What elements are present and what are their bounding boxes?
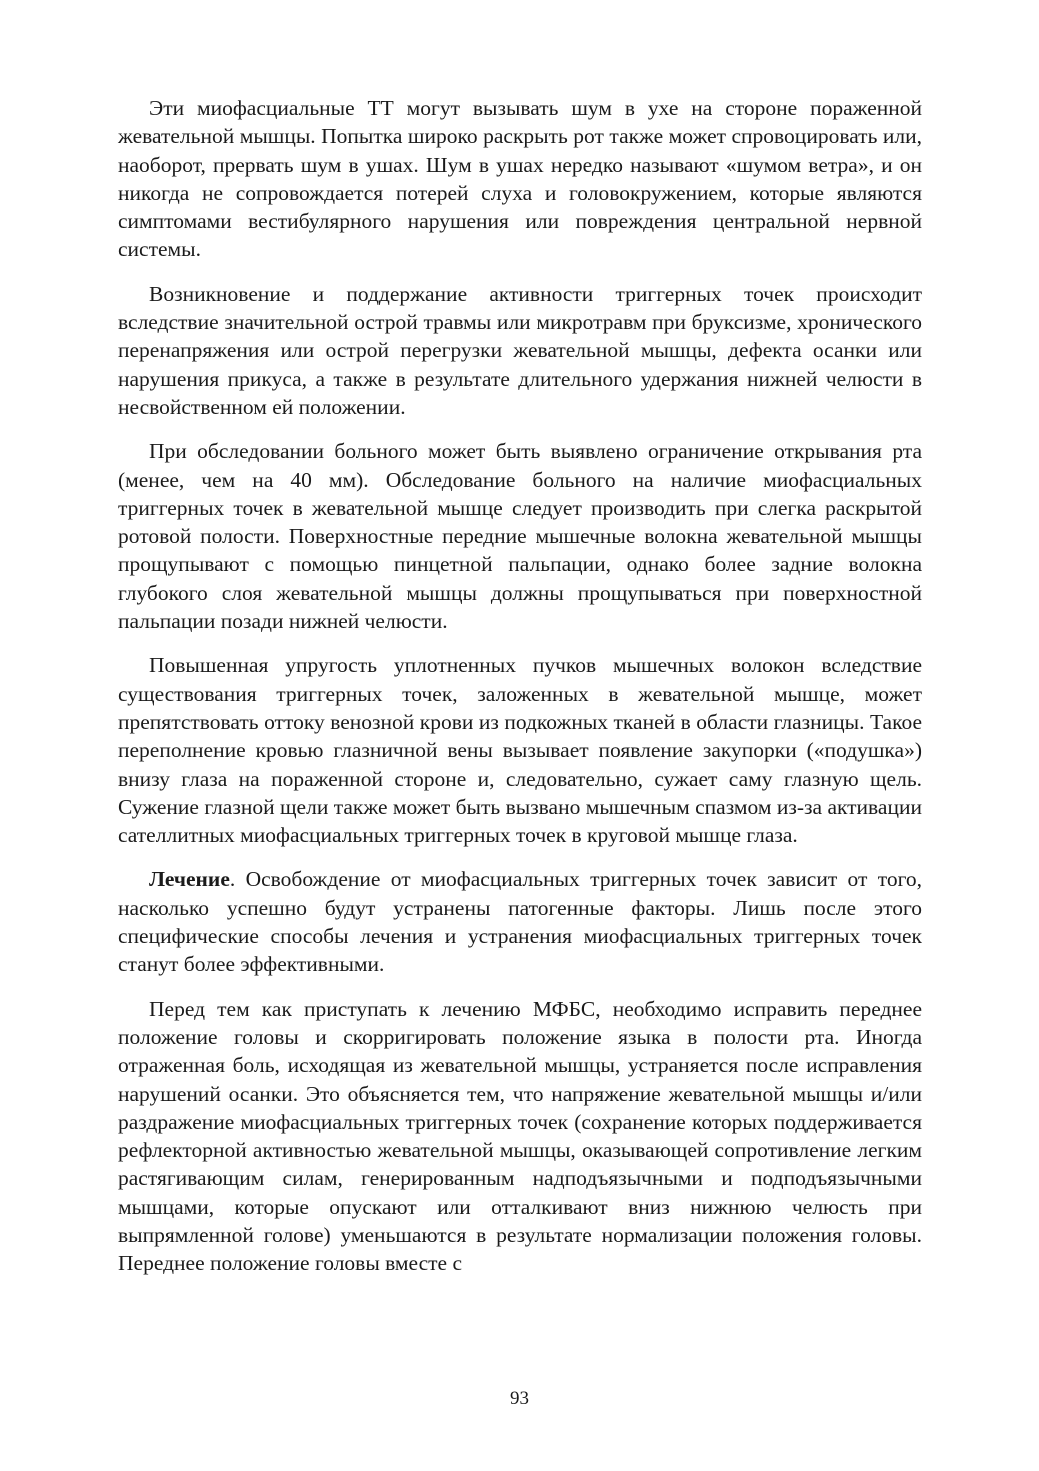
paragraph-treatment (118, 865, 922, 978)
treatment-heading: Лечение (149, 867, 230, 892)
paragraph-trigger-origin (118, 280, 922, 421)
paragraph-examination (118, 437, 922, 635)
page-body (118, 94, 922, 1294)
page-number: 93 (510, 1388, 529, 1409)
paragraph-venous-outflow (118, 651, 922, 849)
paragraph-text: . Освобождение от миофасциальных триггерных точек зависит от того, насколько успешно будут устранены патогенные факторы. Лишь после этого специфические способы лечения и устранения миофасциальных триггерных точек станут более эффективными. (118, 867, 922, 977)
paragraph-text: Возникновение и поддержание активности триггерных точек происходит вследствие значительной острой травмы или микротравм при бруксизме, хронического перенапряжения или острой перегрузки жевательной мышцы, дефекта осанки или нарушения прикуса, а также в результате длительного удержания нижней челюсти в несвойственном ей положении. (118, 281, 922, 419)
paragraph-text: Повышенная упругость уплотненных пучков мышечных волокон вследствие существования триггерных точек, заложенных в жевательной мышце, может препятствовать оттоку венозной крови из подкожных тканей в области глазницы. Такое переполнение кровью глазничной вены вызывает появление закупорки («подушка») внизу глаза на пораженной стороне и, следовательно, сужает саму глазную щель. Сужение глазной щели также может быть вызвано мышечным спазмом из-за активации сателлитных миофасциальных триггерных точек в круговой мышце глаза. (118, 653, 922, 848)
paragraph-text: При обследовании больного может быть выявлено ограничение открывания рта (менее, чем на 40 мм). Обследование больного на наличие миофасциальных триггерных точек в жевательной мышце следует производить при слегка раскрытой ротовой полости. Поверхностные передние мышечные волокна жевательной мышцы прощупывают с помощью пинцетной пальпации, однако более задние волокна глубокого слоя жевательной мышцы должны прощупываться при поверхностной пальпации позади нижней челюсти. (118, 439, 922, 634)
paragraph-text: Перед тем как приступать к лечению МФБС, необходимо исправить переднее положение головы и скорригировать положение языка в полости рта. Иногда отраженная боль, исходящая из жевательной мышцы, устраняется после исправления нарушений осанки. Это объясняется тем, что напряжение жевательной мышцы и/или раздражение миофасциальных триггерных точек (сохранение которых поддерживается рефлекторной активностью жевательной мышцы, оказывающей сопротивление легким растягивающим силам, генерированным надподъязычными и подподъязычными мышцами, которые опускают или отталкивают вниз нижнюю челюсть при выпрямленной голове) уменьшаются в результате нормализации положения головы. Переднее положение головы вместе с (118, 996, 922, 1276)
paragraph-tinnitus (118, 94, 922, 264)
paragraph-head-posture (118, 995, 922, 1278)
paragraph-text: Эти миофасциальные ТТ могут вызывать шум в ухе на стороне пораженной жевательной мышцы. Попытка широко раскрыть рот также может спровоцировать или, наоборот, прервать шум в ушах. Шум в ушах нередко называют «шумом ветра», и он никогда не сопровождается потерей слуха и головокружением, которые являются симптомами вестибулярного нарушения или повреждения центральной нервной системы. (118, 96, 922, 262)
